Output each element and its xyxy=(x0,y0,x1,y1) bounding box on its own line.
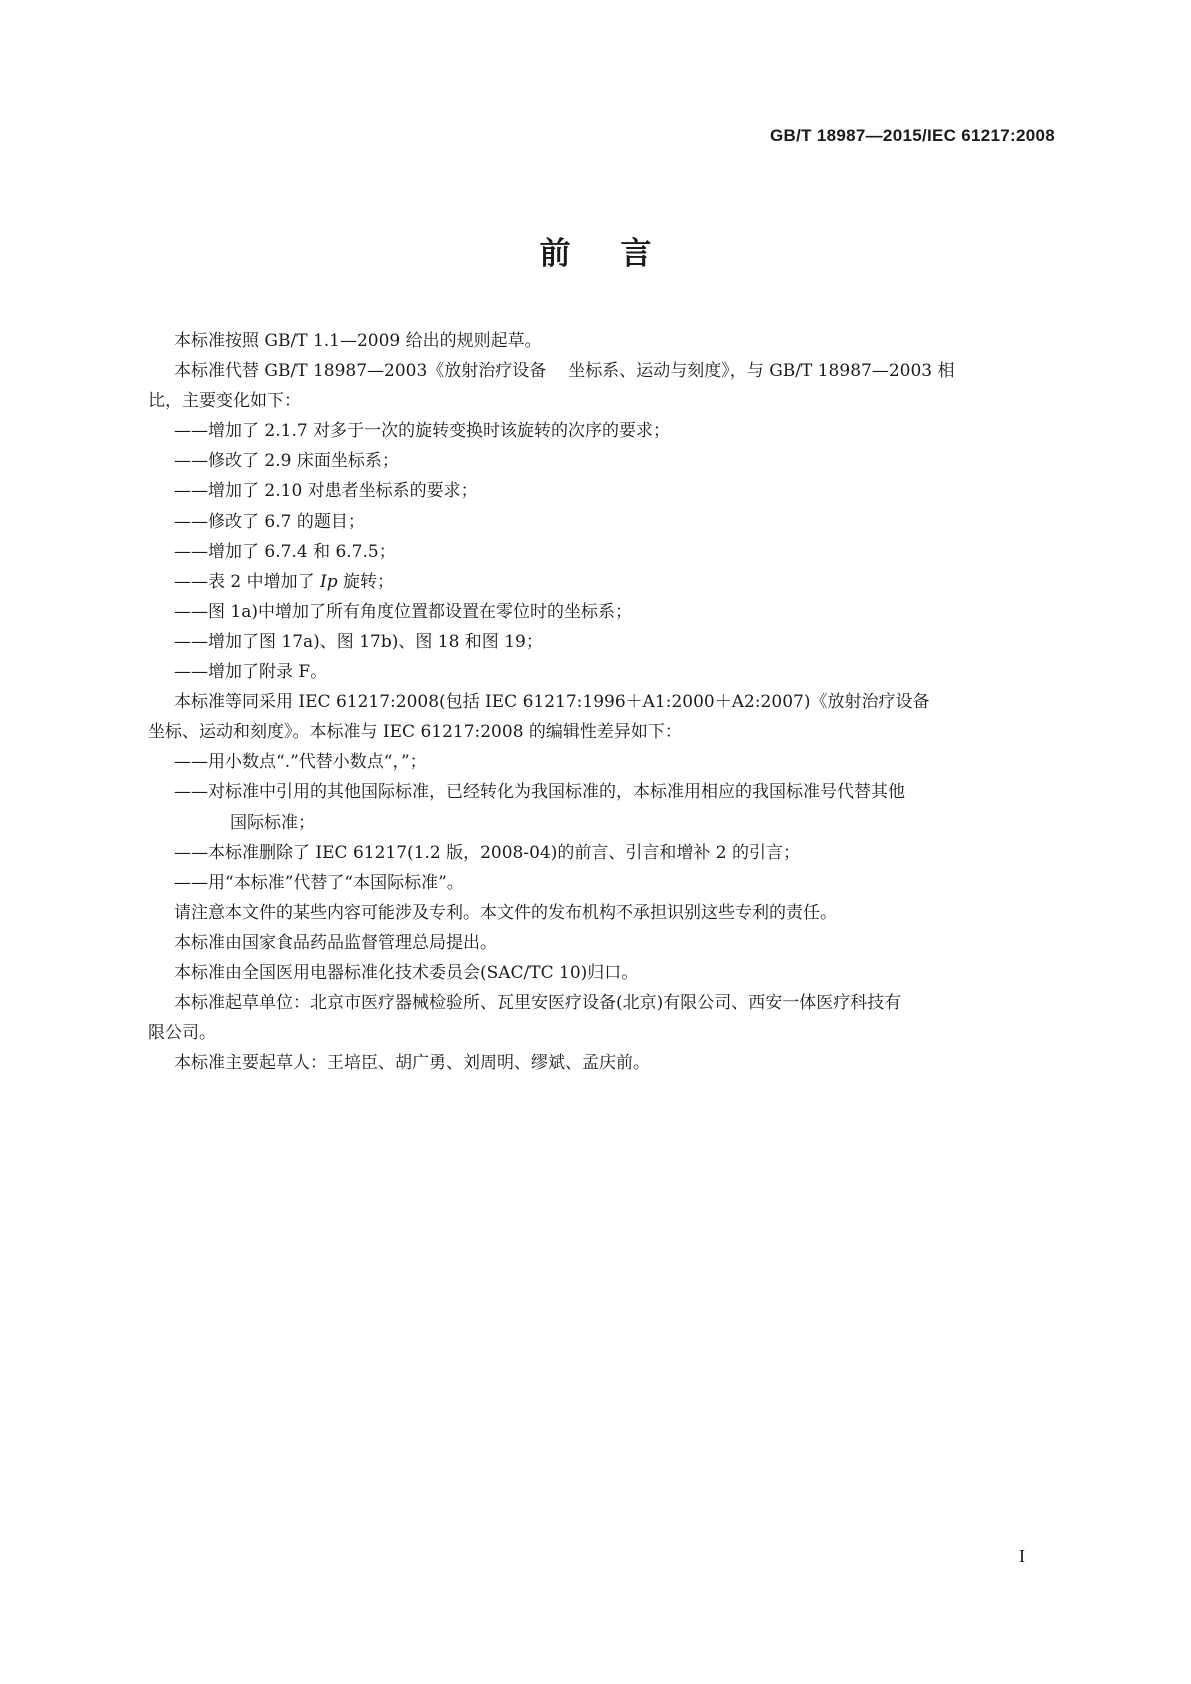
paragraph-line: 坐标、运动和刻度》。本标准与 IEC 61217:2008 的编辑性差异如下： xyxy=(148,722,682,743)
text-run: 本标准代替 GB/T 18987—2003《放射治疗设备 xyxy=(174,361,547,382)
italic-symbol: Ip xyxy=(320,571,338,592)
paragraph-line: 本标准起草单位：北京市医疗器械检验所、瓦里安医疗设备(北京)有限公司、西安一体医疗科技有 xyxy=(174,993,902,1014)
list-item: ——图 1a)中增加了所有角度位置都设置在零位时的坐标系； xyxy=(174,601,632,622)
paragraph-line xyxy=(148,356,1058,386)
paragraph-line: 比，主要变化如下： xyxy=(148,391,301,412)
paragraph-line: 限公司。 xyxy=(148,1023,216,1044)
list-item: ——对标准中引用的其他国际标准，已经转化为我国标准的，本标准用相应的我国标准号代替其他 xyxy=(174,782,905,803)
list-item: ——本标准删除了 IEC 61217(1.2 版，2008-04)的前言、引言和增补 2 的引言； xyxy=(174,842,800,863)
foreword-body xyxy=(148,326,1058,1078)
list-item: ——增加了 6.7.4 和 6.7.5； xyxy=(174,541,396,562)
list-item-continuation: 国际标准； xyxy=(230,812,315,833)
list-item: ——增加了 2.10 对患者坐标系的要求； xyxy=(174,481,478,502)
paragraph-line: 本标准等同采用 IEC 61217:2008(包括 IEC 61217:1996＋A1:2000＋A2:2007)《放射治疗设备 xyxy=(174,692,930,713)
list-item xyxy=(148,567,1058,597)
paragraph-line: 本标准由全国医用电器标准化技术委员会(SAC/TC 10)归口。 xyxy=(174,962,639,983)
paragraph-line: 请注意本文件的某些内容可能涉及专利。本文件的发布机构不承担识别这些专利的责任。 xyxy=(174,902,837,923)
list-item: ——增加了图 17a)、图 17b)、图 18 和图 19； xyxy=(174,631,543,652)
list-item: ——用小数点“.”代替小数点“，”； xyxy=(174,752,427,773)
paragraph-line: 本标准主要起草人：王培臣、胡广勇、刘周明、缪斌、孟庆前。 xyxy=(174,1053,650,1074)
text-run: 坐标系、运动与刻度》，与 GB/T 18987—2003 相 xyxy=(568,361,955,382)
page-number: I xyxy=(1019,1546,1025,1566)
standard-number: GB/T 18987—2015/IEC 61217:2008 xyxy=(770,126,1055,145)
list-item: ——修改了 2.9 床面坐标系； xyxy=(174,451,399,472)
list-item: ——增加了 2.1.7 对多于一次的旋转变换时该旋转的次序的要求； xyxy=(174,421,671,442)
page-title: 前言 xyxy=(539,236,702,272)
paragraph-line: 本标准按照 GB/T 1.1—2009 给出的规则起草。 xyxy=(174,331,542,351)
list-item: ——修改了 6.7 的题目； xyxy=(174,511,365,532)
paragraph-line: 本标准由国家食品药品监督管理总局提出。 xyxy=(174,932,497,953)
text-run: ——表 2 中增加了 xyxy=(174,571,315,592)
text-run: 旋转； xyxy=(343,571,395,592)
list-item: ——增加了附录 F。 xyxy=(174,662,328,683)
list-item: ——用“本标准”代替了“本国际标准”。 xyxy=(174,872,464,893)
